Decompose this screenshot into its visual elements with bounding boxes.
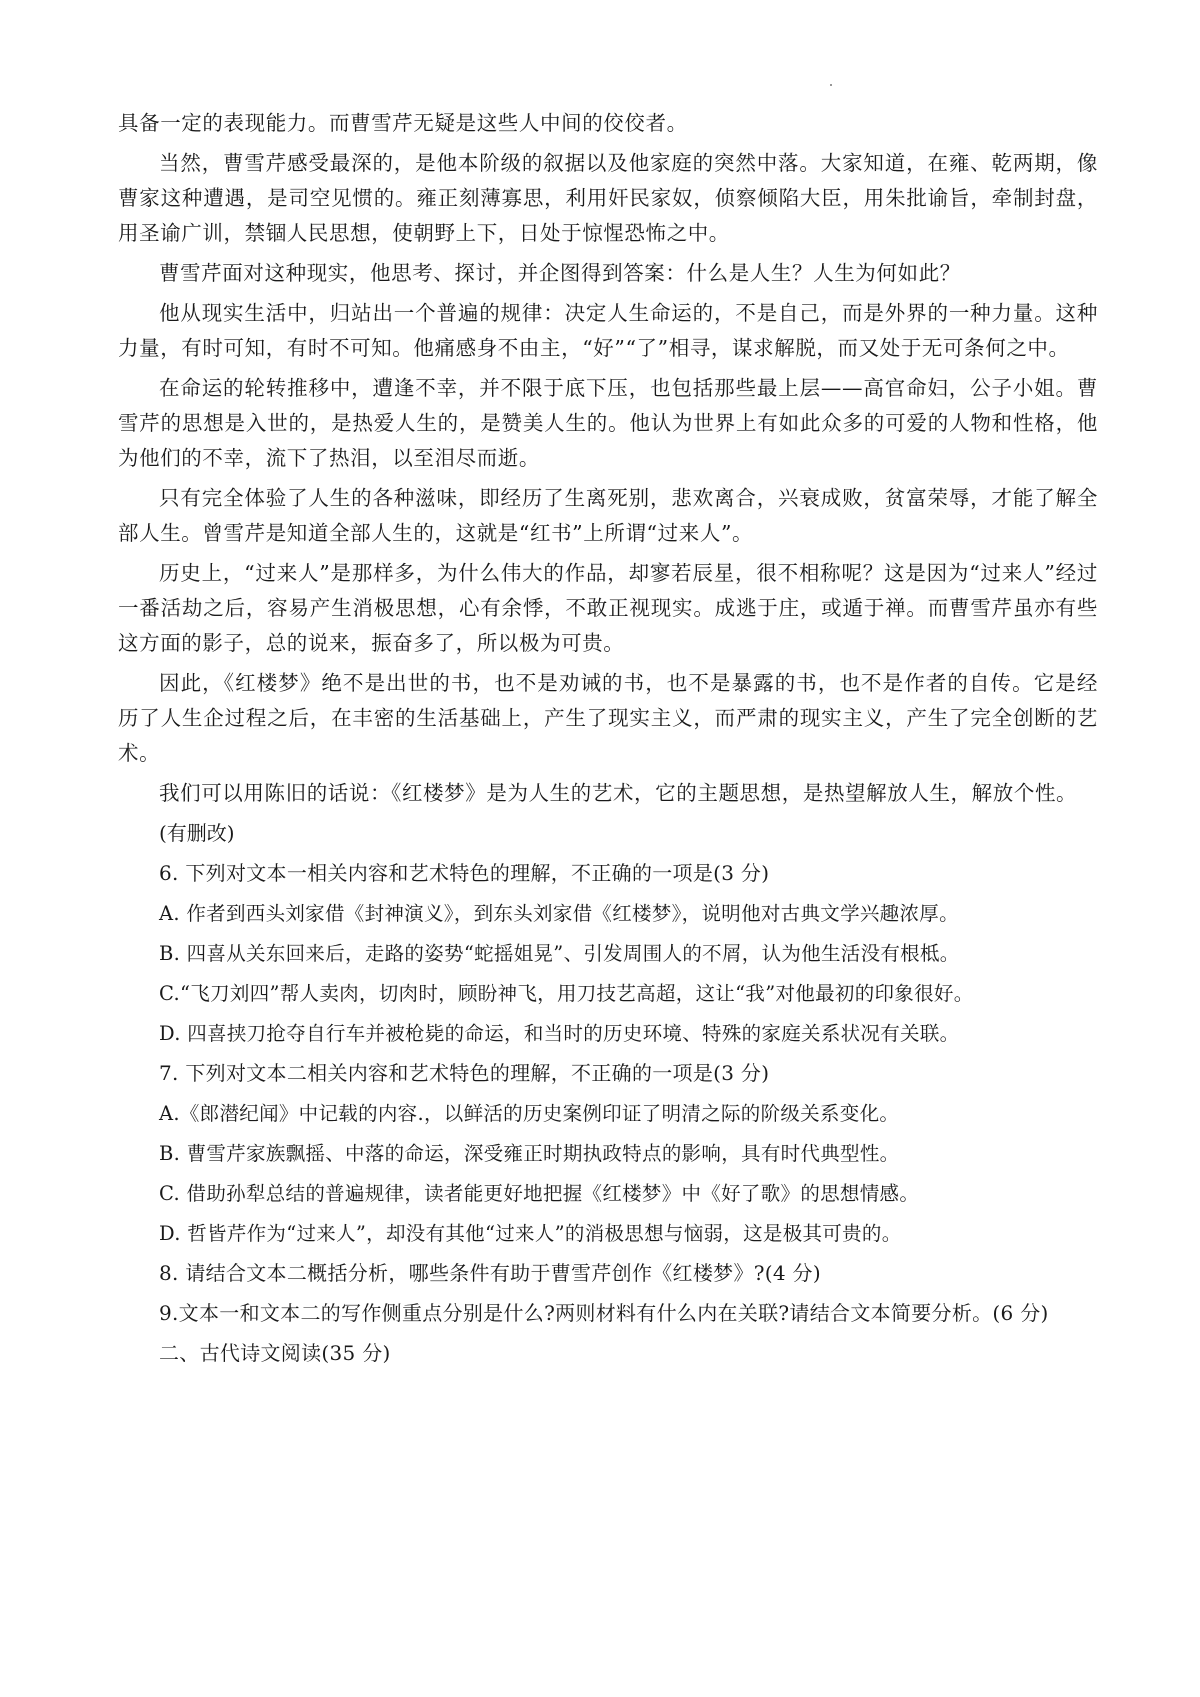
question-7-option-d: D. 哲皆芹作为“过来人”，却没有其他“过来人”的消极思想与恼弱，这是极其可贵的。 bbox=[159, 1222, 902, 1245]
passage-paragraph-9: 我们可以用陈旧的话说：《红楼梦》是为人生的艺术，它的主题思想，是热望解放人生，解放个性。 bbox=[159, 781, 1078, 805]
page-content bbox=[118, 106, 1098, 1376]
passage-paragraph-6: 只有完全体验了人生的各种滋味，即经历了生离死别，悲欢离合，兴衰成败，贫富荣辱，才能了解全部人生。曾雪芹是知道全部人生的，这就是“红书”上所谓“过来人”。 bbox=[118, 486, 1098, 545]
passage-paragraph-1: 具备一定的表现能力。而曹雪芹无疑是这些人中间的佼佼者。 bbox=[118, 111, 688, 135]
scan-dot bbox=[830, 84, 832, 86]
edit-note: (有删改) bbox=[159, 821, 235, 845]
passage-paragraph-3: 曹雪芹面对这种现实，他思考、探讨，并企图得到答案：什么是人生？人生为何如此？ bbox=[159, 261, 961, 285]
question-7-option-b: B. 曹雪芹家族飘摇、中落的命运，深受雍正时期执政特点的影响，具有时代典型性。 bbox=[159, 1142, 900, 1165]
question-8: 8. 请结合文本二概括分析，哪些条件有助于曹雪芹创作《红楼梦》?(4 分) bbox=[159, 1261, 821, 1285]
question-9: 9.文本一和文本二的写作侧重点分别是什么?两则材料有什么内在关联?请结合文本简要分析。(6 分) bbox=[159, 1301, 1049, 1325]
passage-paragraph-8: 因此，《红楼梦》绝不是出世的书，也不是劝诫的书，也不是暴露的书，也不是作者的自传。它是经历了人生企过程之后，在丰密的生活基础上，产生了现实主义，而严肃的现实主义，产生了完全创断的艺术。 bbox=[118, 671, 1098, 765]
question-6-option-d: D. 四喜挟刀抢夺自行车并被枪毙的命运，和当时的历史环境、特殊的家庭关系状况有关联。 bbox=[159, 1022, 960, 1045]
question-6-option-a: A. 作者到西头刘家借《封神演义》，到东头刘家借《红楼梦》，说明他对古典文学兴趣浓厚。 bbox=[159, 902, 959, 925]
passage-paragraph-2: 当然，曹雪芹感受最深的，是他本阶级的叙据以及他家庭的突然中落。大家知道，在雍、乾两期，像曹家这种遭遇，是司空见惯的。雍正刻薄寡思，利用奸民家奴，侦察倾陷大臣，用朱批谕旨，牵制封盘，用圣谕广训，禁锢人民思想，使朝野上下，日处于惊惺恐怖之中。 bbox=[118, 151, 1098, 245]
question-7-option-a: A.《郎潜纪闻》中记载的内容.，以鲜活的历史案例印证了明清之际的阶级关系变化。 bbox=[159, 1102, 900, 1125]
question-6-option-b: B. 四喜从关东回来后，走路的姿势“蛇摇姐晃”、引发周围人的不屑，认为他生活没有根柢。 bbox=[159, 942, 960, 965]
passage-paragraph-4: 他从现实生活中，归站出一个普遍的规律：决定人生命运的，不是自己，而是外界的一种力量。这种力量，有时可知，有时不可知。他痛感身不由主，“好”“了”相寻，谋求解脱，而又处于无可条何之中。 bbox=[118, 301, 1098, 360]
passage-paragraph-5: 在命运的轮转推移中，遭逢不幸，并不限于底下压，也包括那些最上层——高官命妇，公子小姐。曹雪芹的思想是入世的，是热爱人生的，是赞美人生的。他认为世界上有如此众多的可爱的人物和性格，他为他们的不幸，流下了热泪，以至泪尽而逝。 bbox=[118, 376, 1098, 470]
question-6-option-c: C.“飞刀刘四”帮人卖肉，切肉时，顾盼神飞，用刀技艺高超，这让“我”对他最初的印象很好。 bbox=[159, 982, 974, 1005]
section-heading: 二、古代诗文阅读(35 分) bbox=[159, 1341, 391, 1365]
passage-paragraph-7: 历史上，“过来人”是那样多，为什么伟大的作品，却寥若辰星，很不相称呢？这是因为“过来人”经过一番活劫之后，容易产生消极思想，心有余悸，不敢正视现实。成逃于庄，或遁于禅。而曹雪芹虽亦有些这方面的影子，总的说来，振奋多了，所以极为可贵。 bbox=[118, 561, 1098, 655]
question-7-stem: 7. 下列对文本二相关内容和艺术特色的理解，不正确的一项是(3 分) bbox=[159, 1061, 770, 1085]
question-7-option-c: C. 借助孙犁总结的普遍规律，读者能更好地把握《红楼梦》中《好了歌》的思想情感。 bbox=[159, 1182, 920, 1205]
question-6-stem: 6. 下列对文本一相关内容和艺术特色的理解，不正确的一项是(3 分) bbox=[159, 861, 770, 885]
